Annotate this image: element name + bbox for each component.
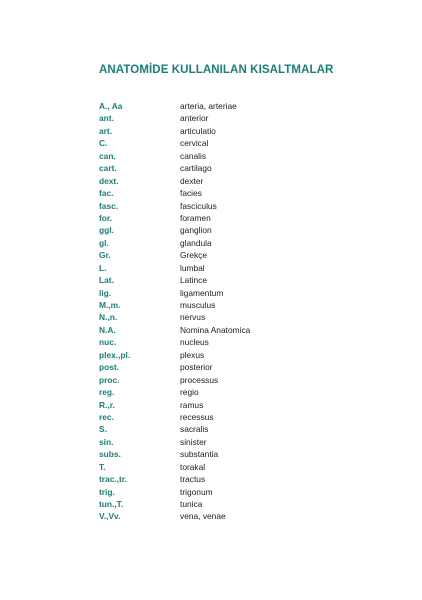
abbreviation-meaning: plexus — [180, 349, 205, 360]
abbreviation-meaning: tractus — [180, 474, 206, 485]
list-item — [99, 150, 359, 162]
abbreviation-meaning: processus — [180, 374, 219, 385]
list-item — [99, 100, 359, 112]
abbreviation: art. — [99, 125, 113, 136]
abbreviation: A., Aa — [99, 101, 123, 111]
list-item — [99, 212, 359, 224]
abbreviation: proc. — [99, 374, 120, 385]
abbreviation: S. — [99, 424, 107, 435]
abbreviation-meaning: dexter — [180, 175, 204, 186]
abbreviation-meaning: glandula — [180, 237, 212, 248]
abbreviation-meaning: nucleus — [180, 337, 209, 348]
abbreviation-meaning: sacralis — [180, 424, 209, 435]
abbreviation: Lat. — [99, 275, 114, 286]
list-item — [99, 486, 359, 498]
list-item — [99, 237, 359, 249]
page-title: ANATOMİDE KULLANILAN KISALTMALAR — [99, 64, 334, 76]
abbreviation-meaning: tunica — [180, 499, 203, 509]
list-item — [99, 299, 359, 311]
abbreviation-meaning: arteria, arteriae — [180, 101, 237, 111]
abbreviation-meaning: ligamentum — [180, 287, 224, 298]
list-item — [99, 187, 359, 199]
list-item — [99, 162, 359, 174]
list-item — [99, 436, 359, 448]
abbreviation: M.,m. — [99, 300, 121, 310]
abbreviation-meaning: regio — [180, 387, 199, 398]
abbreviation: tun.,T. — [99, 499, 124, 509]
abbreviation: Gr. — [99, 250, 111, 261]
abbreviation-list — [99, 100, 359, 523]
abbreviation-meaning: torakal — [180, 461, 206, 472]
list-item — [99, 361, 359, 373]
list-item — [99, 262, 359, 274]
abbreviation-meaning: articulatio — [180, 125, 216, 136]
list-item — [99, 324, 359, 336]
list-item — [99, 349, 359, 361]
abbreviation: for. — [99, 212, 113, 223]
list-item — [99, 137, 359, 149]
list-item — [99, 200, 359, 212]
abbreviation: ant. — [99, 113, 114, 124]
abbreviation-meaning: cervical — [180, 138, 209, 149]
abbreviation: fasc. — [99, 200, 119, 211]
abbreviation: dext. — [99, 175, 119, 186]
list-item — [99, 175, 359, 187]
abbreviation-meaning: fasciculus — [180, 200, 217, 211]
abbreviation: nuc. — [99, 337, 117, 348]
list-item — [99, 473, 359, 485]
abbreviation: lig. — [99, 287, 112, 298]
abbreviation: T. — [99, 461, 106, 472]
abbreviation-meaning: foramen — [180, 212, 211, 223]
list-item — [99, 112, 359, 124]
abbreviation: sin. — [99, 436, 114, 447]
abbreviation: post. — [99, 362, 120, 373]
list-item — [99, 448, 359, 460]
abbreviation: trac.,tr. — [99, 474, 127, 485]
abbreviation-meaning: nervus — [180, 312, 206, 323]
list-item — [99, 399, 359, 411]
abbreviation: N.A. — [99, 324, 116, 335]
abbreviation-meaning: recessus — [180, 411, 214, 422]
abbreviation: reg. — [99, 387, 115, 398]
abbreviation: V.,Vv. — [99, 511, 121, 522]
abbreviation: plex.,pl. — [99, 349, 131, 360]
abbreviation-meaning: Latince — [180, 275, 208, 286]
list-item — [99, 125, 359, 137]
abbreviation-meaning: vena, venae — [180, 511, 226, 522]
abbreviation-meaning: cartilago — [180, 163, 212, 174]
abbreviation: rec. — [99, 411, 114, 422]
abbreviation: trig. — [99, 486, 115, 497]
abbreviation: gl. — [99, 237, 109, 248]
abbreviation-meaning: sinister — [180, 436, 207, 447]
list-item — [99, 423, 359, 435]
abbreviation-meaning: canalis — [180, 150, 207, 161]
abbreviation-meaning: anterior — [180, 113, 209, 124]
abbreviation: C. — [99, 138, 108, 149]
abbreviation-meaning: ganglion — [180, 225, 212, 236]
abbreviation: R.,r. — [99, 399, 115, 410]
list-item — [99, 374, 359, 386]
list-item — [99, 224, 359, 236]
abbreviation-meaning: musculus — [180, 300, 216, 310]
abbreviation: fac. — [99, 188, 114, 199]
abbreviation: can. — [99, 150, 116, 161]
abbreviation-meaning: facies — [180, 188, 202, 199]
list-item — [99, 461, 359, 473]
list-item — [99, 386, 359, 398]
abbreviation-meaning: substantia — [180, 449, 219, 460]
abbreviation-meaning: ramus — [180, 399, 204, 410]
abbreviation: N.,n. — [99, 312, 118, 323]
abbreviation-meaning: Grekçe — [180, 250, 207, 261]
list-item — [99, 311, 359, 323]
abbreviation-meaning: posterior — [180, 362, 213, 373]
list-item — [99, 510, 359, 522]
list-item — [99, 287, 359, 299]
list-item — [99, 498, 359, 510]
list-item — [99, 336, 359, 348]
abbreviation: cart. — [99, 163, 117, 174]
list-item — [99, 411, 359, 423]
abbreviation-meaning: lumbal — [180, 262, 205, 273]
abbreviation: subs. — [99, 449, 121, 460]
abbreviation: ggl. — [99, 225, 114, 236]
abbreviation-meaning: trigonum — [180, 486, 213, 497]
abbreviation-meaning: Nomina Anatomica — [180, 324, 251, 335]
abbreviation: L. — [99, 262, 107, 273]
list-item — [99, 249, 359, 261]
list-item — [99, 274, 359, 286]
